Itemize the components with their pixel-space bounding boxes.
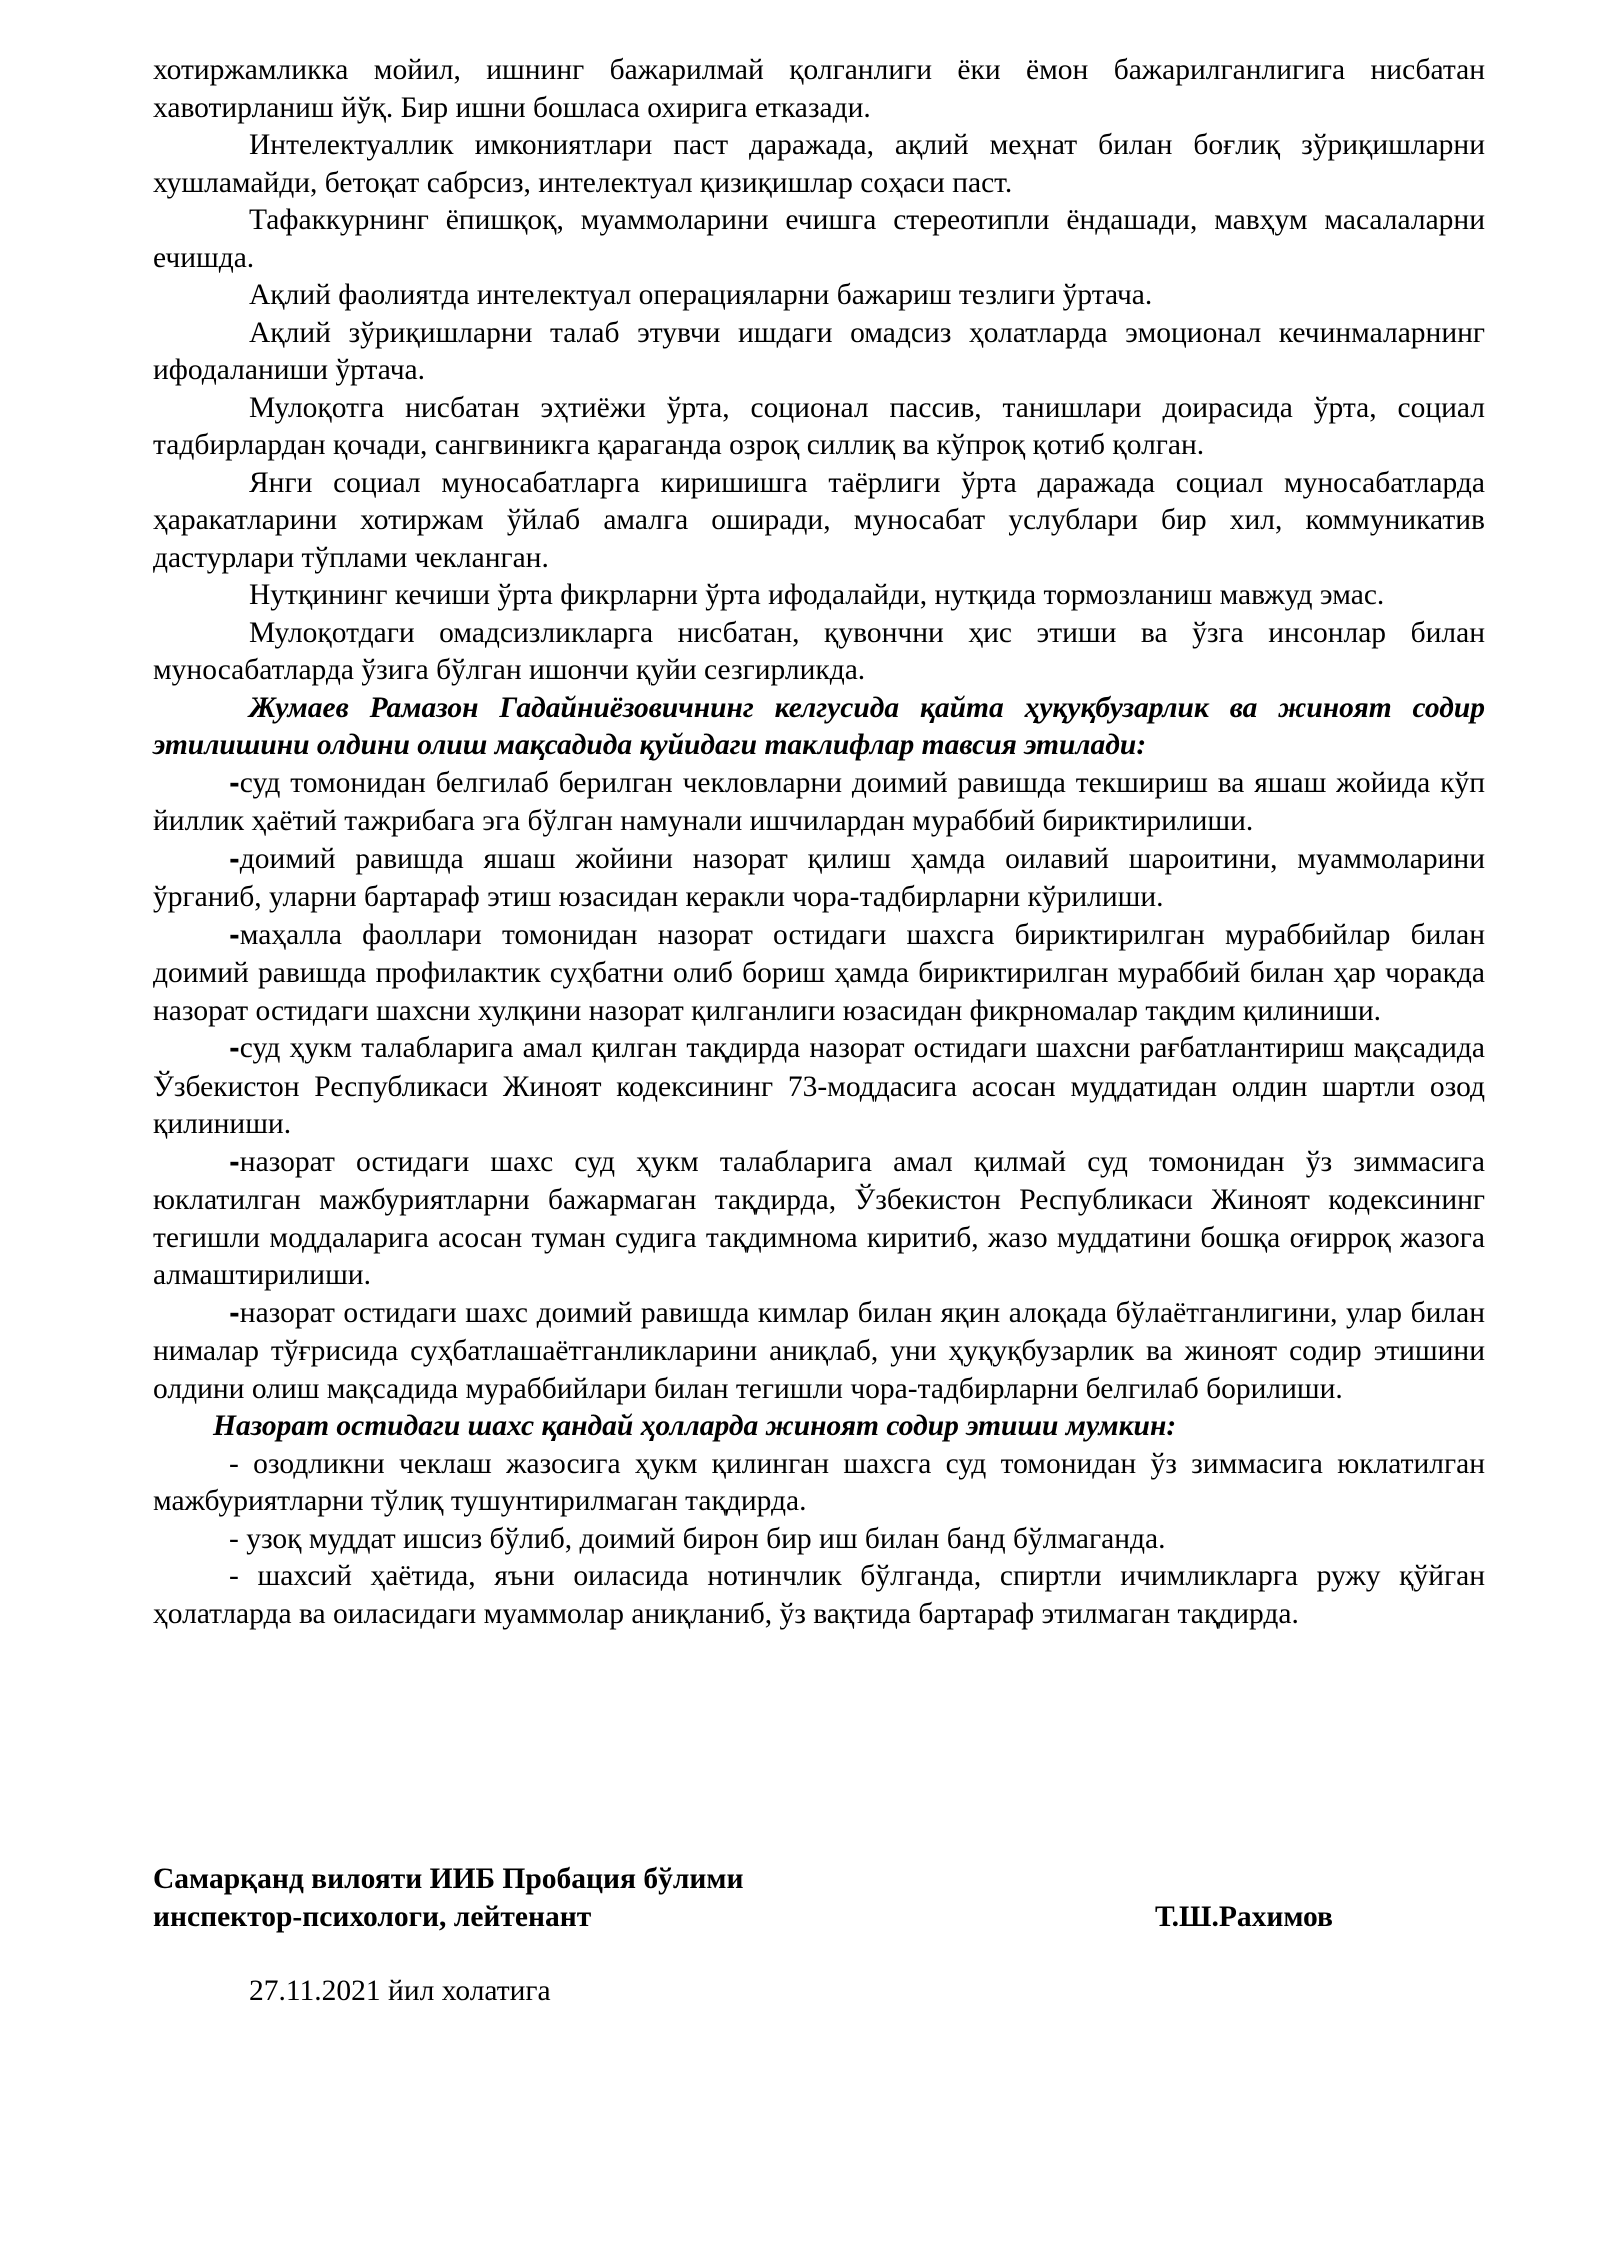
risk-item: - шахсий ҳаётида, яъни оиласида нотинчлик бўлганда, спиртли ичимликларга ружу қўйган ҳолатларда ва оиласидаги муаммолар аниқланиб, ўз вақтида бартараф этилмаган тақдирда.	[153, 1560, 1485, 1630]
recommendation-text: доимий равишда яшаш жойини назорат қилиш ҳамда оилавий шароитини, муаммоларини ўрганиб, уларни бартараф этиш юзасидан керакли чора-тадбирларни кўрилиши.	[153, 842, 1485, 913]
recommendation-item	[153, 765, 1485, 841]
document-date: 27.11.2021 йил холатига	[249, 1975, 551, 2007]
recommendations-heading: Жумаев Рамазон Гадайниёзовичнинг келгусида қайта ҳуқуқбузарлик ва жиноят содир этилишини олдини олиш мақсадида қуйидаги таклифлар тавсия этилади:	[153, 691, 1485, 761]
bullet-dash-icon: -	[229, 1298, 240, 1329]
paragraph-3: Ақлий фаолиятда интелектуал операцияларни бажариш тезлиги ўртача.	[249, 279, 1153, 311]
document-body	[153, 52, 1485, 1633]
recommendation-item	[153, 1144, 1485, 1295]
recommendation-text: назорат остидаги шахс доимий равишда кимлар билан яқин алоқада бўлаётганлигини, улар билан нималар тўғрисида суҳбатлашаётганликларини аниқлаб, уни ҳуқуқбузарлик ва жиноят содир этишини олдини олиш мақсадида мураббийлари билан тегишли чора-тадбирларни белгилаб борилиши.	[153, 1296, 1485, 1405]
risk-item: - узоқ муддат ишсиз бўлиб, доимий бирон бир иш билан банд бўлмаганда.	[229, 1522, 1166, 1555]
recommendation-item	[153, 1295, 1485, 1409]
bullet-dash-icon: -	[229, 1034, 240, 1064]
signature-department: Самарқанд вилояти ИИБ Пробация бўлими	[153, 1863, 744, 1895]
signature-line-1	[153, 1860, 1333, 1898]
risk-item: - озодликни чеклаш жазосига ҳукм қилинган шахсга суд томонидан ўз зиммасига юклатилган мажбуриятларни тўлиқ тушунтирилмаган тақдирда.	[153, 1447, 1485, 1517]
recommendation-text: суд ҳукм талабларига амал қилган тақдирда назорат остидаги шахсни рағбатлантириш мақсадида Ўзбекистон Республикаси Жиноят кодексининг 73-моддасига асосан муддатидан олдин шартли озод қилиниши.	[153, 1032, 1485, 1140]
signature-position: инспектор-психологи, лейтенант	[153, 1901, 592, 1933]
recommendation-text: маҳалла фаоллари томонидан назорат остидаги шахсга бириктирилган мураббийлар билан доимий равишда профилактик суҳбатни олиб бориш ҳамда бириктирилган мураббий билан ҳар чоракда назорат остидаги шахсни хулқини назорат қилганлиги юзасидан фикрномалар тақдим қилиниши.	[153, 918, 1485, 1027]
signature-block	[153, 1860, 1333, 1936]
signature-line-2	[153, 1898, 1333, 1936]
risk-heading: Назорат остидаги шахс қандай ҳолларда жиноят содир этиши мумкин:	[213, 1410, 1177, 1442]
bullet-dash-icon: -	[229, 1147, 240, 1178]
paragraph-2: Тафаккурнинг ёпишқоқ, муаммоларини ечишга стереотипли ёндашади, мавҳум масалаларни ечишда.	[153, 204, 1485, 274]
recommendation-text: суд томонидан белгилаб берилган чекловларни доимий равишда текшириш ва яшаш жойида кўп йиллик ҳаётий тажрибага эга бўлган намунали ишчилардан мураббий бириктирилиши.	[153, 766, 1485, 837]
bullet-dash-icon: -	[229, 768, 240, 799]
paragraph-5: Мулоқотга нисбатан эҳтиёжи ўрта, соционал пассив, танишлари доирасида ўрта, социал тадбирлардан қочади, сангвиникга қараганда озроқ силлиқ ва кўпроқ қотиб қолган.	[153, 391, 1485, 461]
paragraph-4: Ақлий зўриқишларни талаб этувчи ишдаги омадсиз ҳолатларда эмоционал кечинмаларнинг ифодаланиши ўртача.	[153, 316, 1485, 386]
signature-name: Т.Ш.Рахимов	[1154, 1901, 1333, 1933]
paragraph-0: хотиржамликка мойил, ишнинг бажарилмай қолганлиги ёки ёмон бажарилганлигига нисбатан хавотирланиш йўқ. Бир ишни бошласа охирига етказади.	[153, 54, 1485, 124]
recommendation-item	[153, 841, 1485, 917]
paragraph-6: Янги социал муносабатларга киришишга таёрлиги ўрта даражада социал муносабатларда ҳаракатларини хотиржам ўйлаб амалга оширади, муносабат услублари бир хил, коммуникатив дастурлари тўплами чекланган.	[153, 466, 1485, 574]
recommendation-item	[153, 917, 1485, 1031]
paragraph-7: Нутқининг кечиши ўрта фикрларни ўрта ифодалайди, нутқида тормозланиш мавжуд эмас.	[249, 579, 1385, 611]
paragraph-1: Интелектуаллик имкониятлари паст даражада, ақлий меҳнат билан боғлиқ зўриқишларни хушламайди, бетоқат сабрсиз, интелектуал қизиқишлар соҳаси паст.	[153, 129, 1485, 199]
bullet-dash-icon: -	[229, 920, 240, 951]
recommendation-text: назорат остидаги шахс суд ҳукм талабларига амал қилмай суд томонидан ўз зиммасига юклатилган мажбуриятларни бажармаган тақдирда, Ўзбекистон Республикаси Жиноят кодексининг тегишли моддаларига асосан туман судига тақдимнома киритиб, жазо муддатини бошқа оғирроқ жазога алмаштирилиши.	[153, 1145, 1485, 1291]
bullet-dash-icon: -	[229, 844, 240, 875]
recommendation-item	[153, 1030, 1485, 1144]
paragraph-8: Мулоқотдаги омадсизликларга нисбатан, қувончни ҳис этиши ва ўзга инсонлар билан муносабатларда ўзига бўлган ишончи қуйи сезгирликда.	[153, 616, 1485, 686]
